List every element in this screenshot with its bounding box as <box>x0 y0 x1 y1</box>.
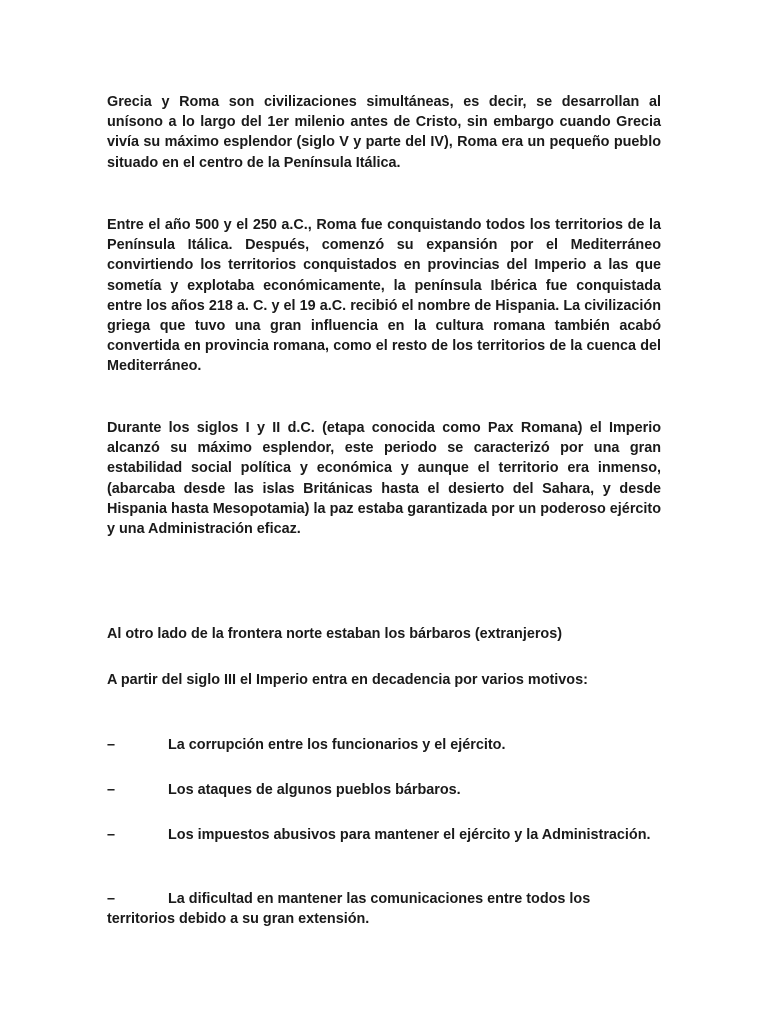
list-item <box>107 780 661 800</box>
list-item-text: Los impuestos abusivos para mantener el ejército y la Administración. <box>168 827 651 843</box>
list-item <box>107 889 661 929</box>
list-item-text: Los ataques de algunos pueblos bárbaros. <box>168 782 461 798</box>
list-item-text: La corrupción entre los funcionarios y el ejército. <box>168 737 506 753</box>
paragraph-expansion-roma: Entre el año 500 y el 250 a.C., Roma fue conquistando todos los territorios de la Península Itálica. Después, comenzó su expansión por el Mediterráneo convirtiendo los territorios conquistados en provincias del Imperio a las que sometía y explotaba económicamente, la península Ibérica fue conquistada entre los años 218 a. C. y el 19 a.C. recibió el nombre de Hispania. La civilización griega que tuvo una gran influencia en la cultura romana también acabó convertida en provincia romana, como el resto de los territorios de la cuenca del Mediterráneo. <box>107 217 661 375</box>
paragraph-barbaros: Al otro lado de la frontera norte estaban los bárbaros (extranjeros) <box>107 626 563 642</box>
dash-marker: – <box>107 782 116 798</box>
paragraph-pax-romana: Durante los siglos I y II d.C. (etapa conocida como Pax Romana) el Imperio alcanzó su máximo esplendor, este periodo se caracterizó por una gran estabilidad social política y económica y aunque el territorio era inmenso, (abarcaba desde las islas Británicas hasta el desierto del Sahara, y desde Hispania hasta Mesopotamia) la paz estaba garantizada por un poderoso ejército y una Administración eficaz. <box>107 420 661 538</box>
list-item <box>107 735 661 755</box>
list-item-text: La dificultad en mantener las comunicaciones entre todos los territorios debido a su gran extensión. <box>107 891 591 928</box>
dash-marker: – <box>107 827 116 843</box>
paragraph-decadencia: A partir del siglo III el Imperio entra en decadencia por varios motivos: <box>107 672 588 688</box>
paragraph-grecia-roma: Grecia y Roma son civilizaciones simultáneas, es decir, se desarrollan al unísono a lo largo del 1er milenio antes de Cristo, sin embargo cuando Grecia vivía su máximo esplendor (siglo V y parte del IV), Roma era un pequeño pueblo situado en el centro de la Península Itálica. <box>107 94 661 171</box>
list-item <box>107 825 661 845</box>
dash-marker: – <box>107 891 116 907</box>
dash-marker: – <box>107 737 116 753</box>
